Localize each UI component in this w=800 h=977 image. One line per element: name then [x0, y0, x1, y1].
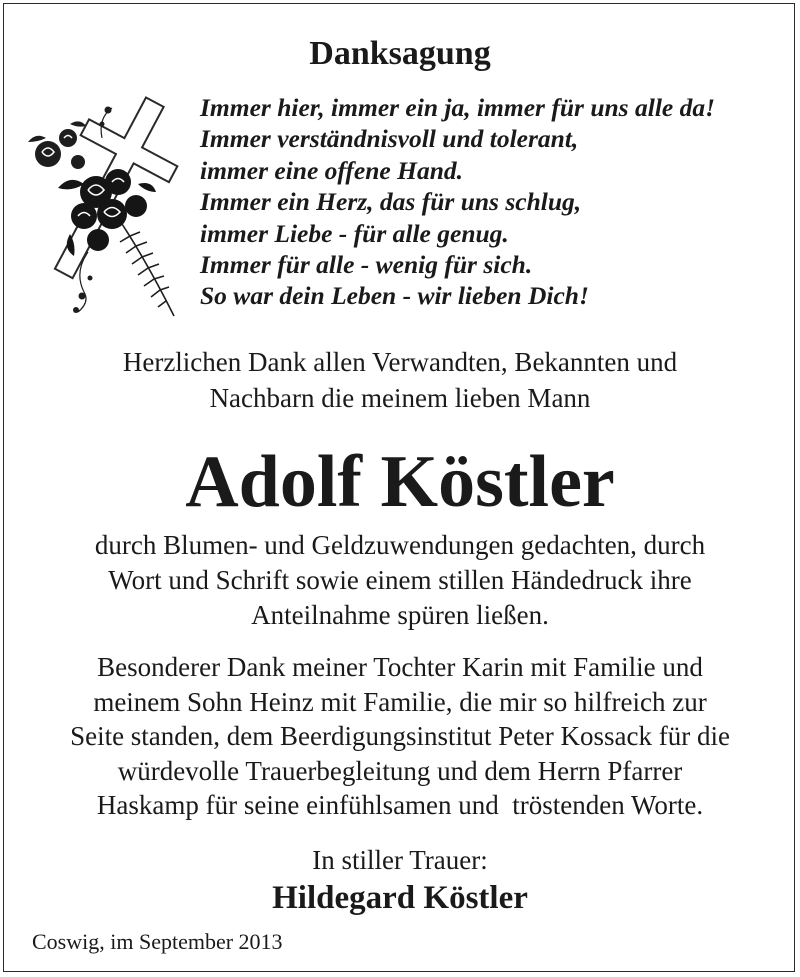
thanks-line: Wort und Schrift sowie einem stillen Händedruck ihre [108, 565, 692, 595]
intro-text [0, 344, 800, 416]
intro-line: Nachbarn die meinem lieben Mann [209, 383, 591, 413]
thanks-general [0, 528, 800, 633]
signer-name: Hildegard Köstler [272, 880, 528, 916]
mourning-line: In stiller Trauer: [312, 845, 488, 875]
thanks-line: würdevolle Trauerbegleitung und dem Herrn Pfarrer [117, 755, 683, 786]
thanks-line: durch Blumen- und Geldzuwendungen gedachten, durch [94, 530, 706, 560]
poem-line: Immer für alle - wenig für sich. [200, 249, 533, 279]
poem-line: immer Liebe - für alle genug. [200, 218, 509, 248]
thanks-line: Seite standen, dem Beerdigungsinstitut Peter Kossack für die [70, 721, 730, 751]
thanks-line: Anteilnahme spüren ließen. [251, 600, 549, 630]
poem-line: immer eine offene Hand. [200, 155, 464, 185]
thanks-line: meinem Sohn Heinz mit Familie, die mir so hilfreich zur [93, 686, 707, 717]
deceased-name: Adolf Köstler [185, 441, 615, 523]
place-date: Coswig, im September 2013 [32, 929, 283, 954]
poem-line: So war dein Leben - wir lieben Dich! [200, 281, 589, 311]
notice-title: Danksagung [309, 35, 491, 72]
poem-line: Immer verständnisvoll und tolerant, [200, 124, 579, 154]
intro-line: Herzlichen Dank allen Verwandten, Bekannten und [122, 347, 678, 377]
poem [200, 92, 790, 312]
thanks-line: Besonderer Dank meiner Tochter Karin mit Familie und [97, 652, 703, 682]
poem-line: Immer hier, immer ein ja, immer für uns alle da! [200, 93, 716, 122]
poem-line: Immer ein Herz, das für uns schlug, [200, 187, 582, 217]
thanks-line: Haskamp für seine einfühlsamen und tröstenden Worte. [96, 790, 704, 820]
cross-with-roses-icon [18, 84, 188, 322]
thanks-special [0, 650, 800, 823]
